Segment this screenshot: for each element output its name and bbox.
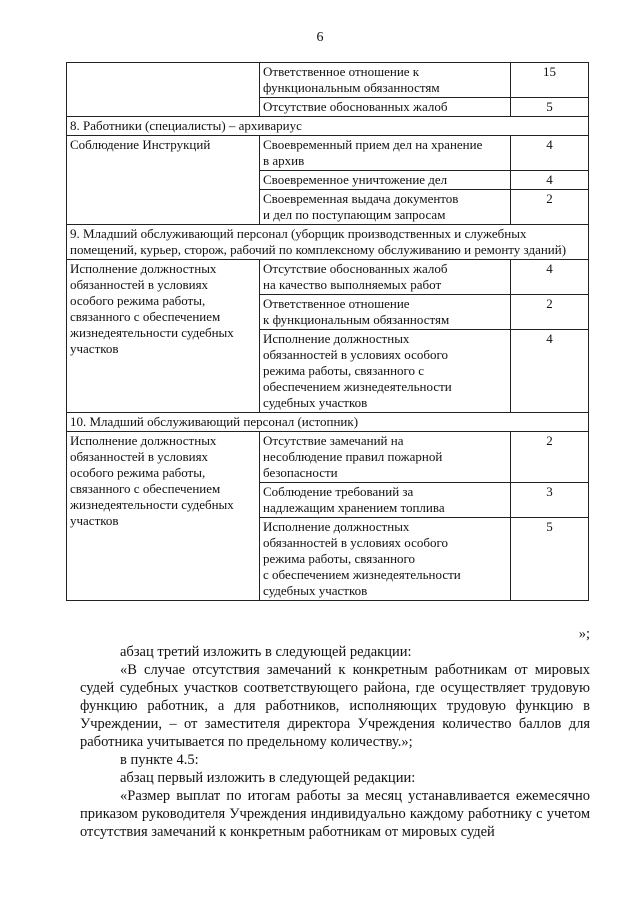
indicator-line: Исполнение должностных <box>70 261 217 276</box>
indicator-cell <box>67 260 260 413</box>
criterion-line: безопасности <box>263 465 338 480</box>
page-number: 6 <box>316 30 324 45</box>
criterion-line: Исполнение должностных <box>263 331 410 346</box>
section-header-row <box>67 117 589 136</box>
indicator-line: особого режима работы, <box>70 293 206 308</box>
indicator-cell <box>67 432 260 601</box>
section-title: 8. Работники (специалисты) – архивариус <box>67 117 589 136</box>
criterion-line: Своевременное уничтожение дел <box>263 172 448 187</box>
criterion-cell <box>260 98 511 117</box>
points-cell: 4 <box>511 260 589 295</box>
indicator-line: обязанностей в условиях <box>70 277 209 292</box>
criterion-cell <box>260 483 511 518</box>
paragraph: «В случае отсутствия замечаний к конкретным работникам от мировых судей судебных участков соответствующего района, где осуществляет трудовую функцию работник, а для работников, исполняющих трудовую функцию в Учреждении, – от заместителя директора Учреждения количество баллов для работника учитывается по предельному количеству.»; <box>80 662 590 750</box>
criterion-line: с обеспечением жизнедеятельности <box>263 567 461 582</box>
points-cell: 4 <box>511 330 589 413</box>
criterion-line: на качество выполняемых работ <box>263 277 442 292</box>
indicator-line: связанного с обеспечением <box>70 309 221 324</box>
criterion-line: режима работы, связанного <box>263 551 416 566</box>
criterion-line: обязанностей в условиях особого <box>263 535 449 550</box>
criterion-line: несоблюдение правил пожарной <box>263 449 443 464</box>
criterion-cell <box>260 330 511 413</box>
paragraph: абзац третий изложить в следующей редакции: <box>120 644 412 660</box>
criterion-line: надлежащим хранением топлива <box>263 500 445 515</box>
indicator-line: жизнедеятельности судебных <box>70 325 234 340</box>
criterion-line: Своевременная выдача документов <box>263 191 459 206</box>
section-header-row <box>67 225 589 260</box>
closing-quote: »; <box>578 626 590 642</box>
table-row <box>67 260 589 295</box>
indicator-line: Исполнение должностных <box>70 433 217 448</box>
points-cell: 2 <box>511 295 589 330</box>
body-text <box>80 625 590 841</box>
indicator-cell <box>67 63 260 117</box>
indicator-line: участков <box>70 341 119 356</box>
indicator-line: жизнедеятельности судебных <box>70 497 234 512</box>
criterion-cell <box>260 260 511 295</box>
criterion-line: Своевременный прием дел на хранение <box>263 137 483 152</box>
paragraph: абзац первый изложить в следующей редакции: <box>120 770 416 786</box>
points-cell: 5 <box>511 518 589 601</box>
points-cell: 4 <box>511 171 589 190</box>
criterion-line: обязанностей в условиях особого <box>263 347 449 362</box>
criterion-cell <box>260 136 511 171</box>
criterion-line: Соблюдение требований за <box>263 484 414 499</box>
criterion-line: обеспечением жизнедеятельности <box>263 379 452 394</box>
table-row <box>67 63 589 98</box>
paragraph: «Размер выплат по итогам работы за месяц устанавливается ежемесячно приказом руководителя Учреждения индивидуально каждому работнику с учетом отсутствия замечаний к конкретным работникам от мировых судей <box>80 788 590 840</box>
points-cell: 5 <box>511 98 589 117</box>
criterion-line: Ответственное отношение <box>263 296 410 311</box>
points-cell: 3 <box>511 483 589 518</box>
criteria-table <box>66 62 589 601</box>
criterion-cell <box>260 63 511 98</box>
criterion-line: Исполнение должностных <box>263 519 410 534</box>
points-cell: 2 <box>511 432 589 483</box>
indicator-line: особого режима работы, <box>70 465 206 480</box>
section-title: 9. Младший обслуживающий персонал (уборщик производственных и служебных помещений, курьер, сторож, рабочий по комплексному обслуживанию и ремонту зданий) <box>67 225 589 260</box>
criterion-line: функциональным обязанностям <box>263 80 440 95</box>
criterion-line: Отсутствие обоснованных жалоб <box>263 261 448 276</box>
criterion-line: Отсутствие обоснованных жалоб <box>263 99 448 114</box>
points-cell: 15 <box>511 63 589 98</box>
section-title: 10. Младший обслуживающий персонал (истопник) <box>67 413 589 432</box>
criterion-line: к функциональным обязанностям <box>263 312 450 327</box>
criterion-line: Ответственное отношение к <box>263 64 420 79</box>
points-cell: 2 <box>511 190 589 225</box>
indicator-cell: Соблюдение Инструкций <box>67 136 260 225</box>
points-cell: 4 <box>511 136 589 171</box>
indicator-line: обязанностей в условиях <box>70 449 209 464</box>
criterion-cell <box>260 432 511 483</box>
indicator-line: связанного с обеспечением <box>70 481 221 496</box>
criterion-cell <box>260 190 511 225</box>
criterion-line: режима работы, связанного с <box>263 363 425 378</box>
criterion-line: в архив <box>263 153 305 168</box>
section-header-row <box>67 413 589 432</box>
criterion-line: и дел по поступающим запросам <box>263 207 446 222</box>
table-row <box>67 432 589 483</box>
criterion-cell <box>260 295 511 330</box>
table-row <box>67 136 589 171</box>
criterion-cell <box>260 171 511 190</box>
paragraph: в пункте 4.5: <box>120 752 199 768</box>
criterion-line: судебных участков <box>263 583 368 598</box>
criterion-line: Отсутствие замечаний на <box>263 433 404 448</box>
criterion-line: судебных участков <box>263 395 368 410</box>
indicator-line: участков <box>70 513 119 528</box>
criterion-cell <box>260 518 511 601</box>
